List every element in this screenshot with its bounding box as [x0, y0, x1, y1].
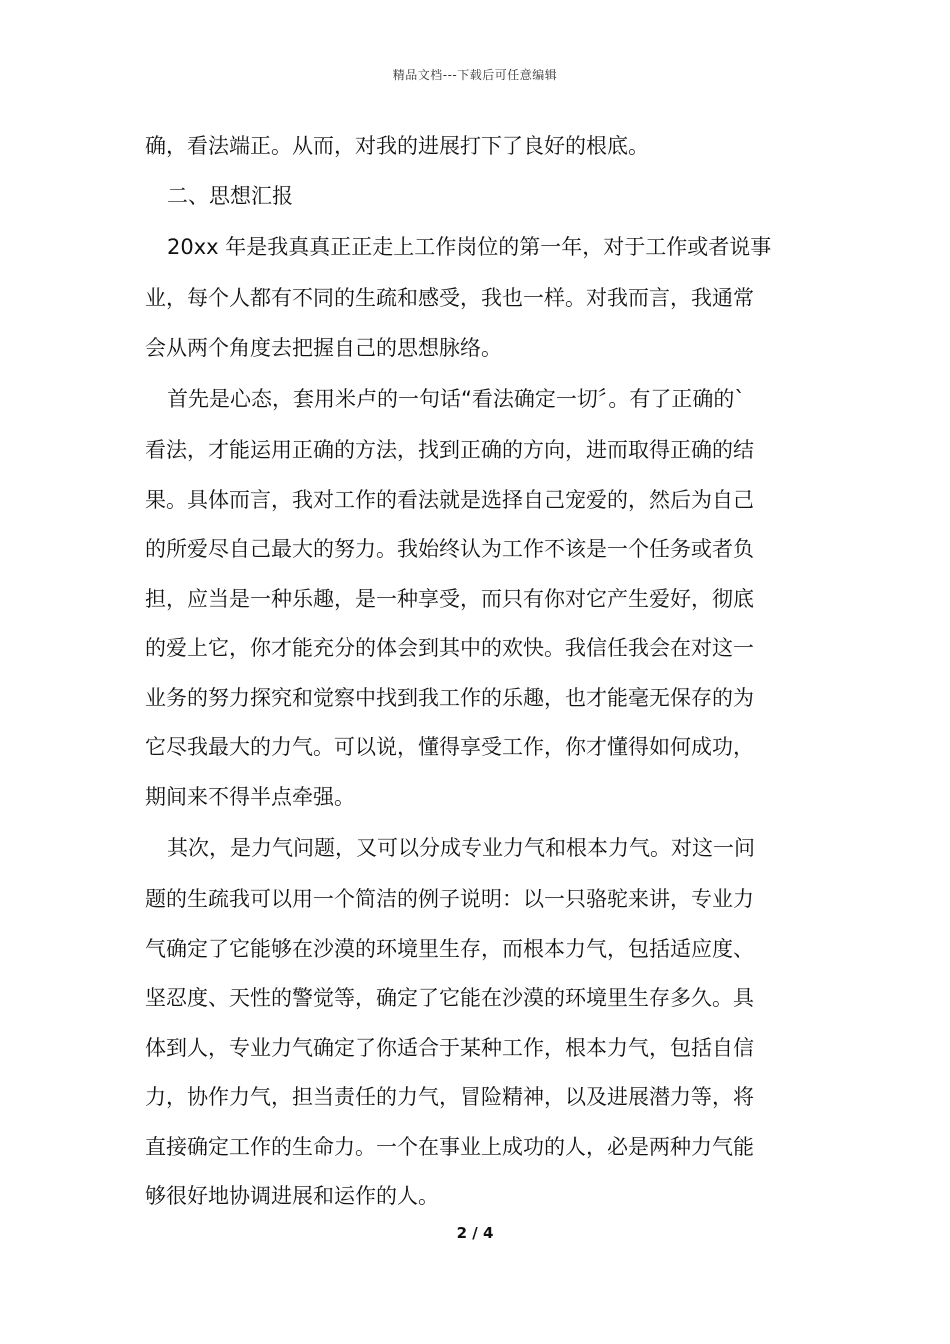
page-number: 2 / 4 — [456, 1224, 494, 1242]
document-body — [145, 122, 807, 1222]
page-header: 精品文档---下载后可任意编辑 — [392, 68, 558, 82]
paragraph-line: 确，看法端正。从而，对我的进展打下了良好的根底。 — [145, 134, 649, 158]
paragraph-line: 它尽我最大的力气。可以说，懂得享受工作，你才懂得如何成功， — [145, 735, 754, 759]
paragraph-line: 力，协作力气，担当责任的力气，冒险精神，以及进展潜力等，将 — [145, 1085, 754, 1109]
paragraph-line: 气确定了它能够在沙漠的环境里生存，而根本力气，包括适应度、 — [145, 936, 754, 961]
paragraph-line: 业，每个人都有不同的生疏和感受，我也一样。对我而言，我通常 — [145, 286, 754, 310]
paragraph-line: 看法，才能运用正确的方法，找到正确的方向，进而取得正确的结 — [145, 438, 754, 462]
paragraph-line: 直接确定工作的生命力。一个在事业上成功的人，必是两种力气能 — [145, 1134, 754, 1159]
section-heading: 二、思想汇报 — [167, 183, 293, 208]
paragraph-line: 的所爱尽自己最大的努力。我始终认为工作不该是一个任务或者负 — [145, 537, 754, 561]
paragraph-line: 其次，是力气问题，又可以分成专业力气和根本力气。对这一问 — [167, 836, 755, 860]
paragraph-line: 坚忍度、天性的警觉等，确定了它能在沙漠的环境里生存多久。具 — [145, 986, 754, 1010]
paragraph-line: 期间来不得半点牵强。 — [145, 784, 355, 809]
paragraph-line: 首先是心态，套用米卢的一句话“看法确定一切〞。有了正确的` — [167, 387, 745, 411]
paragraph-line: 会从两个角度去把握自己的思想脉络。 — [145, 335, 502, 360]
paragraph-line: 担，应当是一种乐趣，是一种享受，而只有你对它产生爱好，彻底 — [145, 586, 754, 611]
paragraph-line: 的爱上它，你才能充分的体会到其中的欢快。我信任我会在对这一 — [145, 636, 754, 660]
paragraph-line: 20xx 年是我真真正正走上工作岗位的第一年，对于工作或者说事 — [167, 235, 772, 259]
paragraph-line: 果。具体而言，我对工作的看法就是选择自己宠爱的，然后为自己 — [145, 487, 754, 512]
paragraph-line: 够很好地协调进展和运作的人。 — [145, 1184, 439, 1208]
paragraph-line: 体到人，专业力气确定了你适合于某种工作，根本力气，包括自信 — [145, 1035, 754, 1060]
paragraph-line: 业务的努力探究和觉察中找到我工作的乐趣，也才能毫无保存的为 — [145, 685, 754, 710]
paragraph-line: 题的生疏我可以用一个简洁的例子说明：以一只骆驼来讲，专业力 — [145, 887, 754, 911]
